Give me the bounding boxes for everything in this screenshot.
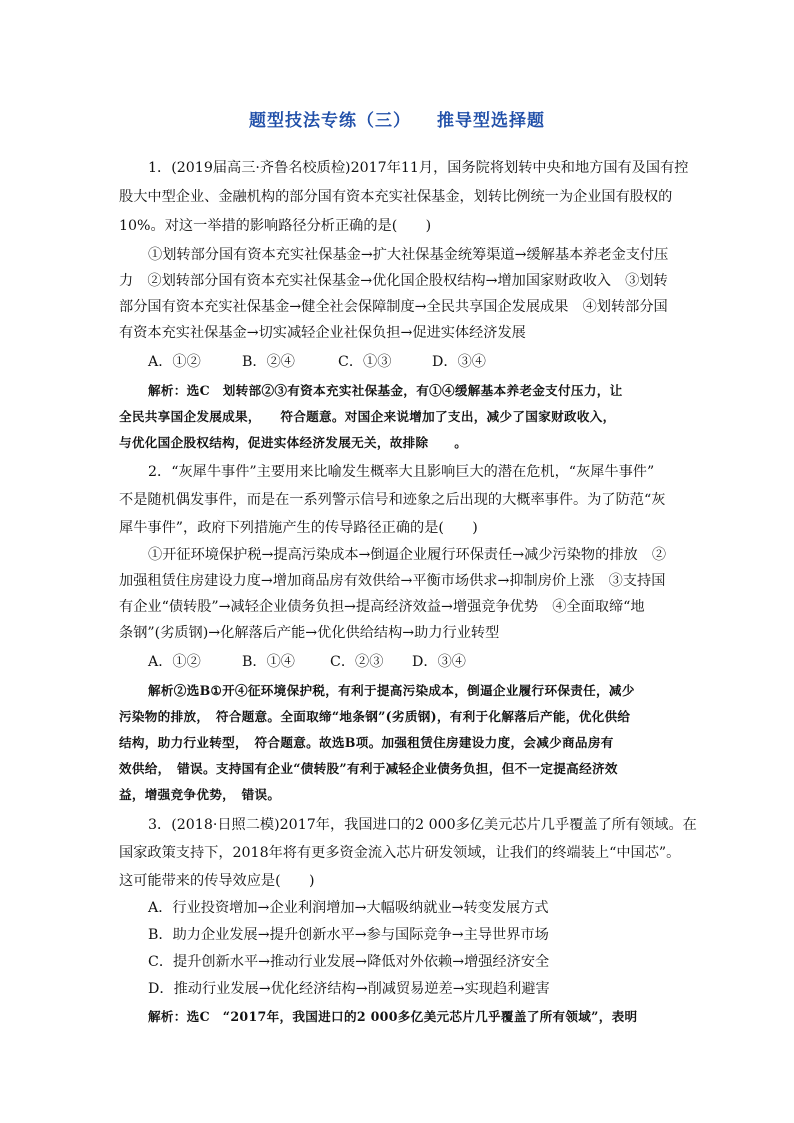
q1-statement-line-4: 有资本充实社保基金→切实减轻企业社保负担→促进实体经济发展	[119, 325, 526, 341]
q3-option-c: C．提升创新水平→推动行业发展→降低对外依赖→增强经济安全	[148, 954, 550, 970]
q3-explanation-line-1: 解析：选C “2017年，我国进口的2 000多亿美元芯片几乎覆盖了所有领域”，表明	[148, 1009, 638, 1024]
q3-option-d: D．推动行业发展→优化经济结构→削减贸易逆差→实现趋利避害	[148, 981, 550, 997]
q2-explanation-line-1: 解析②选B①开④征环境保护税，有利于提高污染成本，倒逼企业履行环保责任，减少	[148, 683, 635, 698]
q3-option-b: B．助力企业发展→提升创新水平→参与国际竞争→主导世界市场	[148, 927, 549, 943]
q2-statement-line-4: 条钢”(劣质钢)→化解落后产能→优化供给结构→助力行业转型	[119, 625, 500, 641]
q2-explanation-line-2: 污染物的排放， 符合题意。全面取缔“地条钢”(劣质钢)，有利于化解落后产能，优化供给	[119, 709, 631, 724]
q2-explanation-line-4: 效供给， 错误。支持国有企业“债转股”有利于减轻企业债务负担，但不一定提高经济效	[119, 761, 618, 776]
q1-statement-line-1: ①划转部分国有资本充实社保基金→扩大社保基金统筹渠道→缓解基本养老金支付压	[148, 247, 669, 263]
q2-statement-line-3: 有企业“债转股”→减轻企业债务负担→提高经济效益→增强竞争优势 ④全面取缔“地	[119, 599, 645, 615]
q1-option-b: B．②④	[242, 354, 295, 370]
q2-line-3: 犀牛事件”，政府下列措施产生的传导路径正确的是( )	[119, 520, 478, 536]
q1-option-d: D．③④	[432, 354, 486, 370]
q3-line-3: 这可能带来的传导效应是( )	[119, 873, 315, 889]
q2-explanation-line-3: 结构，助力行业转型， 符合题意。故选B项。加强租赁住房建设力度，会减少商品房有	[119, 735, 614, 750]
title-right: 推导型选择题	[437, 111, 545, 131]
q2-options	[148, 652, 466, 672]
q3-option-a: A．行业投资增加→企业利润增加→大幅吸纳就业→转变发展方式	[148, 900, 549, 916]
q3-line-1: 3．(2018·日照二模)2017年，我国进口的2 000多亿美元芯片几乎覆盖了所有领域。在	[148, 817, 697, 833]
q1-explanation-line-2: 全民共享国企发展成果， 符合题意。对国企来说增加了支出，减少了国家财政收入，	[119, 409, 616, 424]
title-left: 题型技法专练（三）	[249, 111, 411, 131]
q1-line-3: 10%。对这一举措的影响路径分析正确的是( )	[119, 218, 432, 234]
q2-option-b: B．①④	[242, 654, 295, 670]
q2-line-1: 2．“灰犀牛事件”主要用来比喻发生概率大且影响巨大的潜在危机，“灰犀牛事件”	[148, 464, 655, 480]
q1-explanation-line-3: 与优化国企股权结构，促进实体经济发展无关，故排除 。	[119, 435, 468, 450]
q2-explanation-line-5: 益，增强竞争优势， 错误。	[119, 787, 281, 802]
q1-statement-line-2: 力 ②划转部分国有资本充实社保基金→优化国企股权结构→增加国家财政收入 ③划转	[119, 273, 668, 289]
q1-line-1: 1．(2019届高三·齐鲁名校质检)2017年11月，国务院将划转中央和地方国有及国有控	[148, 160, 689, 176]
q2-line-2: 不是随机偶发事件，而是在一系列警示信号和迹象之后出现的大概率事件。为了防范“灰	[119, 492, 666, 508]
q3-line-2: 国家政策支持下，2018年将有更多资金流入芯片研发领域，让我们的终端装上“中国芯”。	[119, 845, 681, 861]
q1-options	[148, 352, 486, 372]
page-title	[0, 106, 794, 131]
q1-line-2: 股大中型企业、金融机构的部分国有资本充实社保基金，划转比例统一为企业国有股权的	[119, 189, 673, 205]
q1-statement-line-3: 部分国有资本充实社保基金→健全社会保障制度→全民共享国企发展成果 ④划转部分国	[119, 299, 668, 315]
q1-option-a: A．①②	[148, 354, 201, 370]
q2-statement-line-1: ①开征环境保护税→提高污染成本→倒逼企业履行环保责任→减少污染物的排放 ②	[148, 547, 667, 563]
q2-statement-line-2: 加强租赁住房建设力度→增加商品房有效供给→平衡市场供求→抑制房价上涨 ③支持国	[119, 573, 666, 589]
q2-option-a: A．①②	[148, 654, 201, 670]
q2-option-d: D．③④	[412, 654, 466, 670]
q1-explanation-line-1: 解析：选C 划转部②③有资本充实社保基金，有①④缓解基本养老金支付压力，让	[148, 383, 623, 398]
q2-option-c: C．②③	[330, 654, 384, 670]
q1-option-c: C．①③	[338, 354, 392, 370]
